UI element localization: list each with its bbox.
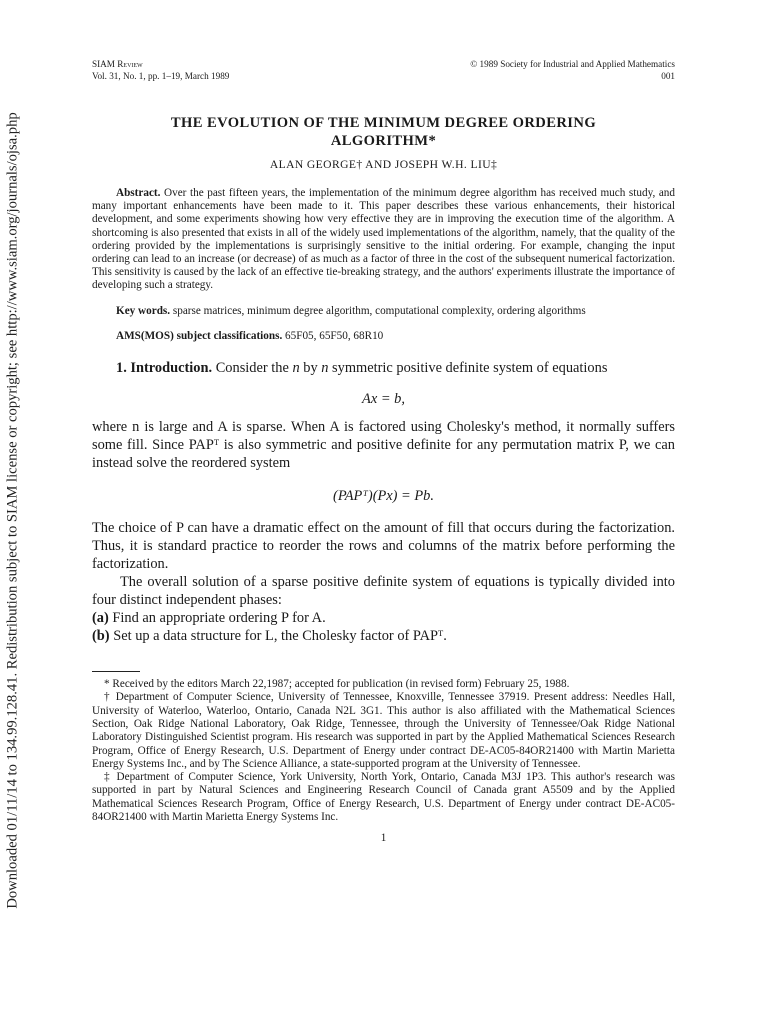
article-number: 001: [661, 71, 675, 81]
equation-2: (PAPᵀ)(Px) = Pb.: [333, 488, 434, 505]
download-notice-text: Downloaded 01/11/14 to 134.99.128.41. Redistribution subject to SIAM license or copyright; see http://www.siam.org/journals/ojsa.php: [4, 111, 21, 909]
title-line-1: THE EVOLUTION OF THE MINIMUM DEGREE ORDERING: [170, 115, 597, 131]
keywords-label: Key words.: [116, 304, 171, 317]
paragraph-2: where n is large and A is sparse. When A is factored using Cholesky's method, it normally suffers some fill. Since PAPᵀ is also symmetric and positive definite for any permutation matrix P, we can instead solve the reordered system: [92, 419, 675, 472]
ams-classifications: [92, 330, 675, 343]
section-heading: 1. Introduction.: [116, 360, 213, 377]
running-header: [92, 58, 675, 82]
intro-text-c: symmetric positive definite system of equations: [328, 360, 608, 377]
header-right: [470, 58, 675, 82]
paragraph-4: The overall solution of a sparse positive definite system of equations is typically divided into four distinct independent phases:: [92, 574, 675, 609]
footnote-george: † Department of Computer Science, University of Tennessee, Knoxville, Tennessee 37919. Present address: Needles Hall, University of Waterloo, Waterloo, Ontario, Canada N2L 3G1. This author is also affiliated with the Mathematical Sciences Section, Oak Ridge National Laboratory, Oak Ridge, Tennessee, through the University of Tennessee/Oak Ridge National Laboratory Distinguished Scientist program. His research was supported in part by the Applied Mathematical Sciences Research Program, Office of Energy Research, U.S. Department of Energy under contract DE-AC05-84OR21400 with Martin Marietta Energy Systems Inc., and by The Science Alliance, a state-supported program at the University of Tennessee.: [92, 691, 675, 770]
paper-title: [92, 114, 675, 150]
header-left: [92, 58, 229, 82]
equation-1: Ax = b,: [362, 391, 405, 408]
ams-text: 65F05, 65F50, 68R10: [285, 329, 384, 342]
download-notice-sidebar: [2, 80, 24, 940]
footnote-liu: ‡ Department of Computer Science, York University, North York, Ontario, Canada M3J 1P3. This author's research was supported in part by Natural Sciences and Engineering Research Council of Canada grant A5509 and by the Applied Mathematical Sciences Research Program, Office of Energy Research, U.S. Department of Energy under contract DE-AC05-84OR21400 with Martin Marietta Energy Systems Inc.: [92, 771, 675, 823]
list-item: [92, 609, 675, 627]
page-number: 1: [380, 832, 387, 845]
intro-text-a: Consider the: [215, 360, 293, 377]
footnote-rule: [92, 671, 140, 672]
list-item: [92, 627, 675, 645]
intro-n2: n: [321, 360, 329, 377]
author-line: ALAN GEORGE† AND JOSEPH W.H. LIU‡: [269, 158, 498, 171]
intro-n1: n: [292, 360, 300, 377]
abstract-label: Abstract.: [116, 187, 161, 199]
paper-page: [92, 58, 675, 844]
ams-label: AMS(MOS) subject classifications.: [116, 329, 283, 342]
keywords-text: sparse matrices, minimum degree algorithm, computational complexity, ordering algorithms: [172, 304, 586, 317]
list-item-text: Set up a data structure for L, the Cholesky factor of PAPᵀ.: [113, 628, 447, 645]
title-line-2: ALGORITHM*: [330, 133, 437, 149]
volume-info: Vol. 31, No. 1, pp. 1–19, March 1989: [92, 71, 230, 81]
list-item-label: (b): [92, 628, 110, 645]
list-item-label: (a): [92, 610, 109, 627]
abstract: [92, 187, 675, 293]
paragraph-3: The choice of P can have a dramatic effect on the amount of fill that occurs during the factorization. Thus, it is standard practice to reorder the rows and columns of the matrix before performing the factorization.: [92, 520, 675, 573]
abstract-text: Over the past fifteen years, the implementation of the minimum degree algorithm has received much study, and many important enhancements have been made to it. This paper describes these various enhancements, their historical development, and some experiments showing how very effective they are in improving the execution time of the algorithm. A shortcoming is also presented that exists in all of the widely used implementations of the algorithm, namely, that the quality of the ordering provided by the implementations is surprisingly sensitive to the initial ordering. For example, changing the input ordering can lead to an increase (or decrease) of as much as a factor of three in the cost of the subsequent numerical factorization. This sensitivity is caused by the lack of an effective tie-breaking strategy, and the authors' experiments illustrate the importance of developing such a strategy.: [92, 187, 675, 292]
introduction-paragraph: [92, 359, 675, 377]
journal-name: SIAM Review: [92, 59, 143, 69]
list-item-text: Find an appropriate ordering P for A.: [112, 610, 326, 627]
footnote-received: * Received by the editors March 22,1987; accepted for publication (in revised form) February 25, 1988.: [104, 678, 570, 691]
copyright-line: © 1989 Society for Industrial and Applied Mathematics: [470, 59, 675, 69]
intro-text-b: by: [299, 360, 322, 377]
keywords: [92, 305, 675, 318]
